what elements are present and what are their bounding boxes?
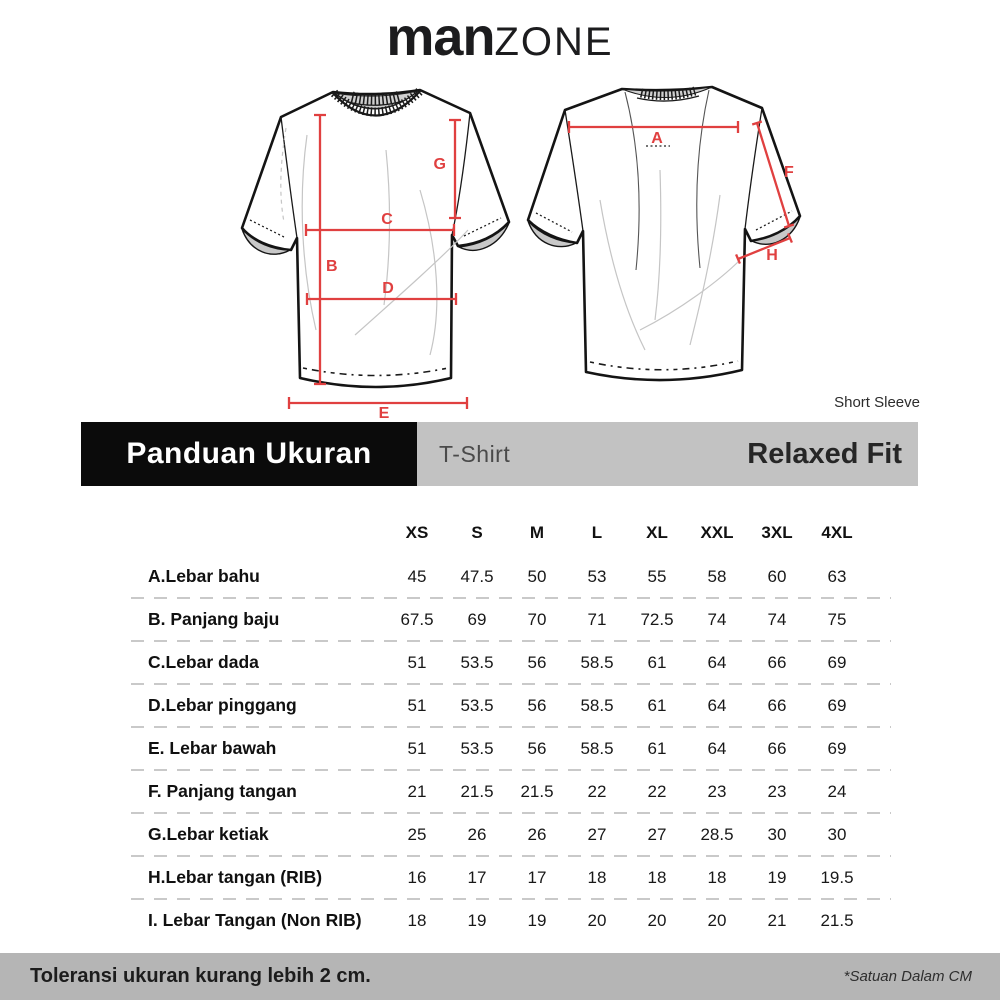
measurement-value: 22 [647,781,667,801]
measurement-value: 53.5 [460,695,494,715]
measurement-value: 27 [647,824,667,844]
measurement-value: 19 [467,910,487,930]
brand-logo-light: ZONE [494,20,614,64]
measurement-value: 51 [407,695,427,715]
measurement-value: 22 [587,781,607,801]
measurement-value: 69 [827,738,847,758]
measurement-value: 20 [587,910,607,930]
measurement-value: 51 [407,738,427,758]
measurement-value: 45 [407,566,427,586]
measure-label-H: H [766,247,778,264]
measurement-value: 64 [707,695,727,715]
measurement-row-label: A.Lebar bahu [148,566,260,586]
measurement-value: 24 [827,781,847,801]
measurement-row-label: H.Lebar tangan (RIB) [148,867,323,887]
measurement-value: 18 [647,867,667,887]
measurement-value: 23 [767,781,787,801]
measurement-value: 50 [527,566,547,586]
fit-type: Relaxed Fit [747,437,902,470]
measurement-value: 26 [527,824,547,844]
measurement-value: 20 [707,910,727,930]
measurement-value: 67.5 [400,609,434,629]
measurement-value: 60 [767,566,787,586]
brand-logo [0,6,1000,68]
measurement-value: 56 [527,695,547,715]
measurement-value: 56 [527,652,547,672]
measurement-value: 18 [587,867,607,887]
measurement-value: 69 [827,695,847,715]
table-header-row [131,510,891,556]
measurement-value: 63 [827,566,847,586]
measurement-value: 66 [767,738,787,758]
measurement-value: 47.5 [460,566,494,586]
table-row [131,728,891,769]
measurement-value: 53.5 [460,738,494,758]
measurement-value: 17 [467,867,487,887]
size-column-header: S [471,523,483,542]
measurement-value: 19.5 [820,867,854,887]
unit-note: *Satuan Dalam CM [843,968,972,985]
measurement-value: 58.5 [580,652,614,672]
measurement-value: 18 [707,867,727,887]
table-row [131,642,891,683]
sleeve-type-caption: Short Sleeve [834,394,920,411]
measurement-value: 66 [767,652,787,672]
table-row [131,857,891,898]
measurement-value: 74 [707,609,727,629]
measurement-value: 27 [587,824,607,844]
title-bar [81,422,918,486]
table-row [131,771,891,812]
table-row [131,599,891,640]
measure-label-E: E [378,405,390,420]
measure-label-B: B [326,258,338,275]
measurement-row-label: F. Panjang tangan [148,781,297,801]
measurement-value: 19 [767,867,787,887]
measure-label-D: D [382,280,394,297]
measurement-row-label: C.Lebar dada [148,652,259,672]
measurement-value: 69 [827,652,847,672]
size-column-header: XL [646,523,668,542]
table-body [131,556,891,941]
measurement-value: 16 [407,867,427,887]
measurement-row-label: E. Lebar bawah [148,738,277,758]
brand-logo-bold: man [386,7,495,67]
measurement-value: 61 [647,695,667,715]
measure-label-F: F [784,164,794,181]
measurement-value: 20 [647,910,667,930]
size-column-header: M [529,523,545,542]
measurement-value: 53.5 [460,652,494,672]
tshirt-measurement-diagram [0,80,1000,420]
measurement-value: 18 [407,910,427,930]
measurement-value: 21 [407,781,427,801]
size-column-header: XXL [700,523,734,542]
footer-bar [0,953,1000,1000]
measurement-value: 23 [707,781,727,801]
measurement-value: 21.5 [520,781,554,801]
table-row [131,814,891,855]
measurement-value: 25 [407,824,427,844]
measurement-value: 26 [467,824,487,844]
tshirt-front-view [242,90,509,387]
measurement-value: 58 [707,566,727,586]
measurement-value: 51 [407,652,427,672]
measurement-row-label: I. Lebar Tangan (Non RIB) [148,910,362,930]
size-column-header: 3XL [761,523,793,542]
measurement-value: 19 [527,910,547,930]
measurement-value: 30 [827,824,847,844]
measurement-value: 74 [767,609,787,629]
measurement-value: 21 [767,910,787,930]
measurement-value: 66 [767,695,787,715]
measurement-value: 58.5 [580,695,614,715]
measurement-value: 53 [587,566,607,586]
size-table [131,510,891,941]
measurement-value: 64 [707,738,727,758]
measurement-value: 21.5 [820,910,854,930]
size-column-header: L [591,523,603,542]
measurement-value: 61 [647,652,667,672]
table-row [131,685,891,726]
measurement-value: 75 [827,609,847,629]
measurement-value: 28.5 [700,824,734,844]
measurement-row-label: G.Lebar ketiak [148,824,269,844]
measure-label-A: A [651,130,663,147]
measurement-value: 58.5 [580,738,614,758]
measurement-value: 61 [647,738,667,758]
measurement-value: 70 [527,609,547,629]
measure-label-C: C [381,211,393,228]
product-name: T-Shirt [439,440,511,467]
table-row [131,556,891,597]
measurement-value: 72.5 [640,609,674,629]
measurement-value: 30 [767,824,787,844]
measurement-row-label: D.Lebar pinggang [148,695,297,715]
measurement-value: 64 [707,652,727,672]
size-column-header: XS [405,523,429,542]
title-bar-right [417,422,918,486]
measurement-value: 21.5 [460,781,494,801]
measurement-value: 17 [527,867,547,887]
measurement-value: 71 [587,609,607,629]
size-column-header: 4XL [821,523,853,542]
page-title: Panduan Ukuran [81,422,417,486]
measure-label-G: G [433,156,446,173]
measurement-value: 55 [647,566,667,586]
measurement-value: 69 [467,609,487,629]
tolerance-note: Toleransi ukuran kurang lebih 2 cm. [30,965,371,987]
measurement-value: 56 [527,738,547,758]
measurement-row-label: B. Panjang baju [148,609,280,629]
table-row [131,900,891,941]
